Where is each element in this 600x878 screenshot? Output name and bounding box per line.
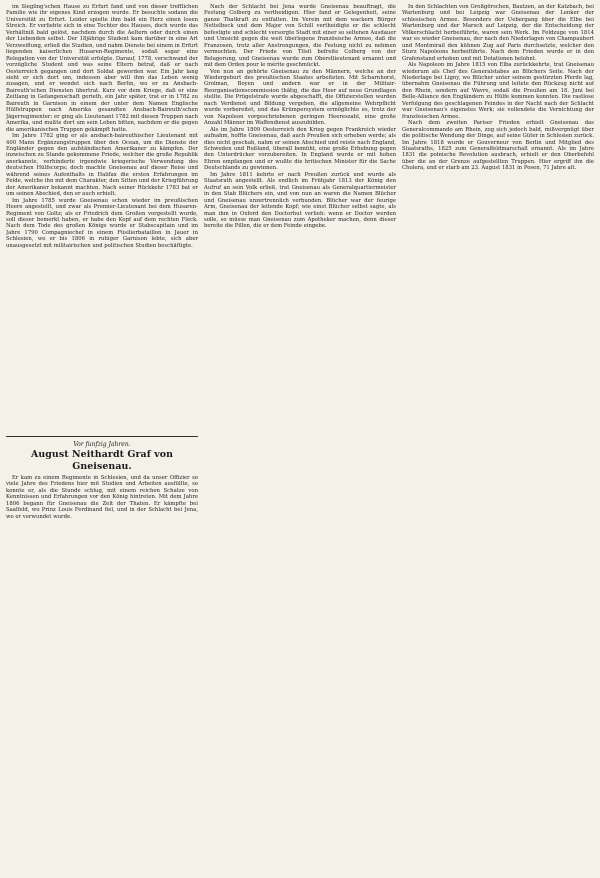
paragraph: In den Schlachten von Großgörschen, Bautzen, an der Katzbach, bei Wartenburg und bei Leipzig war Gneisenau der Lenker der schlesischen Armee. Besonders der Uebergang über die Elbe bei Wartenburg und der Marsch auf Leipzig, der die Entscheidung der Völkerschlacht herbeiführte, waren sein Werk. Im Feldzuge von 1814 war es wieder Gneisenau, der nach den Niederlagen von Champaubert und Montmirail den kühnen Zug auf Paris durchsetzte, welcher den Sturz Napoleons herbeiführte. Nach dem Frieden wurde er in den Grafenstand erhoben und mit Dotationen belohnt.: [402, 4, 594, 62]
article-title: August Neithardt Graf von Gneisenau.: [30, 449, 174, 472]
paragraph: Im Jahre 1811 kehrte er nach Preußen zurück und wurde als Staatsrath angestellt. Als endlich im Frühjahr 1813 der König den Aufruf an sein Volk erließ, trat Gneisenau als Generalquartiermeister in den Stab Blüchers ein, und von nun an waren die Namen Blücher und Gneisenau unzertrennlich verbunden. Blücher war der feurige Arm, Gneisenau der leitende Kopf; wie einst Blücher selbst sagte, als man ihm in Oxford den Doctorhut verlieh: wenn er Doctor werden solle, so müsse man Gneisenau zum Apotheker machen, denn dieser bereite die Pillen, die er dem Feinde eingebe.: [204, 171, 396, 230]
paragraph: Im Jahre 1782 ging er als ansbach-baireuthischer Lieutenant mit 400 Mann Ergänzungstruppen über den Ocean, um die Dienste der Engländer gegen den aufständischen Amerikaner zu kämpfen. Der inzwischen zu Stande gekommene Friede, welcher die große Republik anerkannte, verhinderte irgendwie kriegerische Verwendung des deutschen Hülfscorps; doch machte Gneisenau auf dieser Reise und während seines Aufenthalts in Halifax die ersten Erfahrungen im Felde, welche ihn mit dem Charakter, den Sitten und der Kriegführung der Amerikaner bekannt machten. Nach seiner Rückkehr 1783 bat er um seinen Abschied, den er auch erhielt.: [6, 133, 198, 198]
paragraph: Im Jahre 1785 wurde Gneisenau schon wieder im preußischen Heere angestellt, und zwar als Premier-Lieutenant bei dem Husaren-Regiment von Goltz; als er Friedrich dem Großen vorgestellt wurde, soll dieser bemerkt haben, er habe den Kopf auf dem rechten Fleck. Nach dem Tode des großen Königs wurde er Stabscapitain und im Jahre 1790 Compagniechef in einem Füsilierbataillon in Jauer in Schlesien, wo er bis 1806 in ruhiger Garnison lebte, sich aber unausgesetzt mit militairischen und politischen Studien beschäftigte.: [6, 197, 198, 249]
article-kicker: Vor funfzig Jahren.: [73, 441, 131, 448]
paragraph: Als im Jahre 1809 Oesterreich den Krieg gegen Frankreich wieder aufnahm, hoffte Gneisenau, daß auch Preußen sich erheben werde; als dies nicht geschah, nahm er seinen Abschied und reiste nach England, Schweden und Rußland, überall bemüht, eine große Erhebung gegen den Unterdrücker vorzubereiten. In England wurde er mit hohen Ehren empfangen und er wußte die britischen Minister für die Sache Deutschlands zu gewinnen.: [204, 126, 396, 172]
column-1: [6, 4, 198, 874]
paragraph: Nach dem zweiten Pariser Frieden erhielt Gneisenau das Generalcommando am Rhein, zog sich jedoch bald, mißvergnügt über die politische Wendung der Dinge, auf seine Güter in Schlesien zurück. Im Jahre 1818 wurde er Gouverneur von Berlin und Mitglied des Staatsraths, 1825 zum Generalfeldmarschall ernannt. Als im Jahre 1831 die polnische Revolution ausbrach, erhielt er den Oberbefehl über die an der Grenze aufgestellten Truppen. Hier ergriff ihn die Cholera, und er starb am 23. August 1831 in Posen, 71 Jahre alt.: [402, 120, 594, 172]
paragraph: im Siegling'schen Hause zu Erfurt fand und von dieser trefflichen Familie wie ihr eigenes Kind erzogen wurde. Er besuchte sodann die Universität zu Erfurt. Leider spielte ihm bald ein Herz einen losen Streich. Er verliebte sich in eine Tochter des Hauses, doch wurde das Verhältniß bald gelöst, nachdem durch die Aeltern oder durch einen der Liebenden selbst. Der 18jährige Student kam darüber in eine Art Verzweiflung, erließ die Studien, und nahm Dienste bei einem in Erfurt liegenden kaiserlichen Husaren-Regimente, sodaß sogar eine Relegation von der Universität erfolgte. Darauf, 1778, verschwand der vorzügliche Student und was seine Eltern betraf, daß er nach Oesterreich gegangen und dort Soldat geworden war. Ein Jahr lang sieht er sich dort um, indessen aber will ihm das Leben wenig zusagen, und er wendet sich nach Berlin, wo er zu Ansbach-Baireuth'schen Diensten übertrat. Kurz vor dem Kriege, daß er eine Zeitlang in Gefangenschaft gerieth, ein Jahr später, trat er in 1782 zu Baireuth in Garnison in einem der unter dem Namen Englische Hülfstruppen nach Amerika gesandten Ansbach-Baireuth'schen Jägerregimenter; er ging als Lieutenant 1782 mit diesen Truppen nach Amerika, und mußte dort um sein Leben bitten, nachdem er die gegen die amerikanischen Truppen gekämpft hatte.: [6, 4, 198, 133]
article-heading: [6, 441, 198, 473]
paragraph: Nach der Schlacht bei Jena wurde Gneisenau beauftragt, die Festung Colberg zu vertheidigen. Hier fand er Gelegenheit, seine ganze Thatkraft zu entfalten. Im Verein mit dem wackern Bürger Nettelbeck und dem Major von Schill vertheidigte er die schlecht befestigte und schlecht versorgte Stadt mit einer so seltenen Ausdauer und Umsicht gegen die weit überlegene französische Armee, daß die Franzosen, trotz aller Anstrengungen, die Festung nicht zu nehmen vermochten. Der Friede von Tilsit befreite Colberg von der Belagerung, und Gneisenau wurde zum Oberstlieutenant ernannt und mit dem Orden pour le mérite geschmückt.: [204, 4, 396, 69]
paragraph: Als Napoleon im Jahre 1815 von Elba zurückkehrte, trat Gneisenau wiederum als Chef des Generalstabes an Blüchers Seite. Nach der Niederlage bei Ligny, wo Blücher unter seinem gestürzten Pferde lag, übernahm Gneisenau die Führung und leitete den Rückzug nicht auf den Rhein, sondern auf Wavre, sodaß die Preußen am 18. Juni bei Belle-Alliance den Engländern zu Hülfe kommen konnten. Die rastlose Verfolgung des geschlagenen Feindes in der Nacht nach der Schlacht war Gneisenau's eigenstes Werk; sie vollendete die Vernichtung der französischen Armee.: [402, 62, 594, 120]
paragraph: Er kam zu einem Regimente in Schlesien, und da unser Offizier so viele Jahre des Friedens hier mit Studien und Arbeiten ausfüllte, so konnte er, als die Stunde schlug, mit einem reichen Schatze von Kenntnissen und Erfahrungen vor den König hintreten. Mit dem Jahre 1806 begann für Gneisenau die Zeit der Thaten. Er kämpfte bei Saalfeld, wo Prinz Louis Ferdinand fiel, und in der Schlacht bei Jena, wo er verwundet wurde.: [6, 475, 198, 520]
column-2: [204, 4, 396, 874]
paragraph: Von nun an gehörte Gneisenau zu den Männern, welche an der Wiedergeburt des preußischen Staates arbeiteten. Mit Scharnhorst, Grolman, Boyen und andern war er in der Militair-Reorganisationscommission thätig, die das Heer auf neue Grundlagen stellte. Die Prügelstrafe wurde abgeschafft, die Offizierstellen wurden nach Verdienst und Bildung vergeben, die allgemeine Wehrpflicht wurde vorbereitet, und das Krümpersystem ermöglichte es, trotz der von Napoleon vorgeschriebenen geringen Heereszahl, eine große Anzahl Männer im Waffendienst auszubilden.: [204, 68, 396, 127]
column-1-top-text: [6, 4, 198, 434]
column-3: [402, 4, 594, 874]
section-divider: [6, 436, 198, 437]
